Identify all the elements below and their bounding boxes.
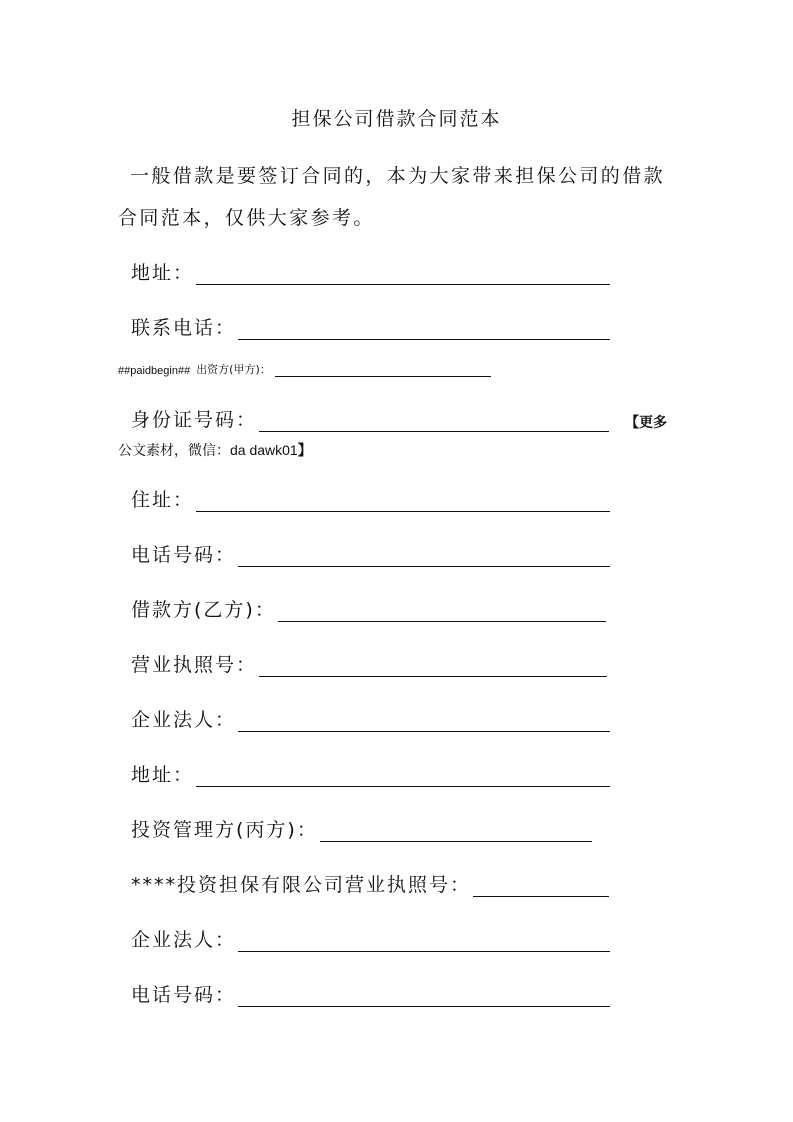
lender-label: 出资方(甲方)： [196, 363, 271, 376]
fill-blank [238, 713, 610, 732]
field-label: 营业执照号： [131, 654, 258, 676]
field-residence [131, 485, 610, 512]
field-label: 投资管理方(丙方)： [131, 819, 318, 841]
field-label: 借款方(乙方)： [131, 599, 276, 621]
promo-text-start: 【更多 [625, 415, 668, 431]
field-legal-representative [131, 705, 610, 732]
field-label: 电话号码： [131, 984, 237, 1006]
field-borrower [131, 595, 606, 622]
fill-blank [320, 823, 592, 842]
fill-blank [238, 321, 610, 340]
field-label: 地址： [131, 764, 195, 786]
promo-text-continued [118, 440, 312, 460]
promo-cont-label: 公文素材，微信： [118, 443, 230, 459]
field-label: 住址： [131, 489, 195, 511]
field-phone-number-2 [131, 980, 610, 1007]
fill-blank [196, 493, 610, 512]
field-label: 地址： [131, 262, 195, 284]
promo-end-bracket: 】 [297, 443, 312, 459]
fill-blank [473, 878, 609, 897]
field-guarantee-company-license [131, 870, 609, 897]
fill-blank [259, 658, 607, 677]
intro-line-1: 一般借款是要签订合同的，本为大家带来担保公司的借款 [130, 165, 666, 187]
field-contact-phone [131, 313, 610, 340]
intro-line-2: 合同范本，仅供大家参考。 [118, 207, 375, 229]
field-investment-manager [131, 815, 592, 842]
field-phone-number [131, 540, 610, 567]
fill-blank [196, 768, 610, 787]
field-id-number [131, 405, 667, 432]
fill-blank [196, 266, 610, 285]
fill-blank [238, 988, 610, 1007]
paid-marker: ##paidbegin## [118, 365, 191, 377]
lender-line [118, 361, 491, 377]
fill-blank [238, 933, 610, 952]
field-label: 联系电话： [131, 317, 237, 339]
field-address [131, 258, 610, 285]
document-title: 担保公司借款合同范本 [291, 108, 502, 130]
fill-blank [238, 548, 610, 567]
fill-blank [278, 603, 606, 622]
field-address-2 [131, 760, 610, 787]
field-legal-representative-2 [131, 925, 610, 952]
intro-paragraph [118, 155, 678, 239]
fill-blank [275, 366, 491, 377]
field-label: 电话号码： [131, 544, 237, 566]
field-business-license [131, 650, 607, 677]
field-label: 身份证号码： [131, 409, 258, 431]
field-label: ****投资担保有限公司营业执照号： [131, 874, 472, 896]
promo-wechat-id: da dawk01 [230, 442, 298, 458]
field-label: 企业法人： [131, 929, 237, 951]
field-label: 企业法人： [131, 709, 237, 731]
fill-blank [259, 413, 609, 432]
